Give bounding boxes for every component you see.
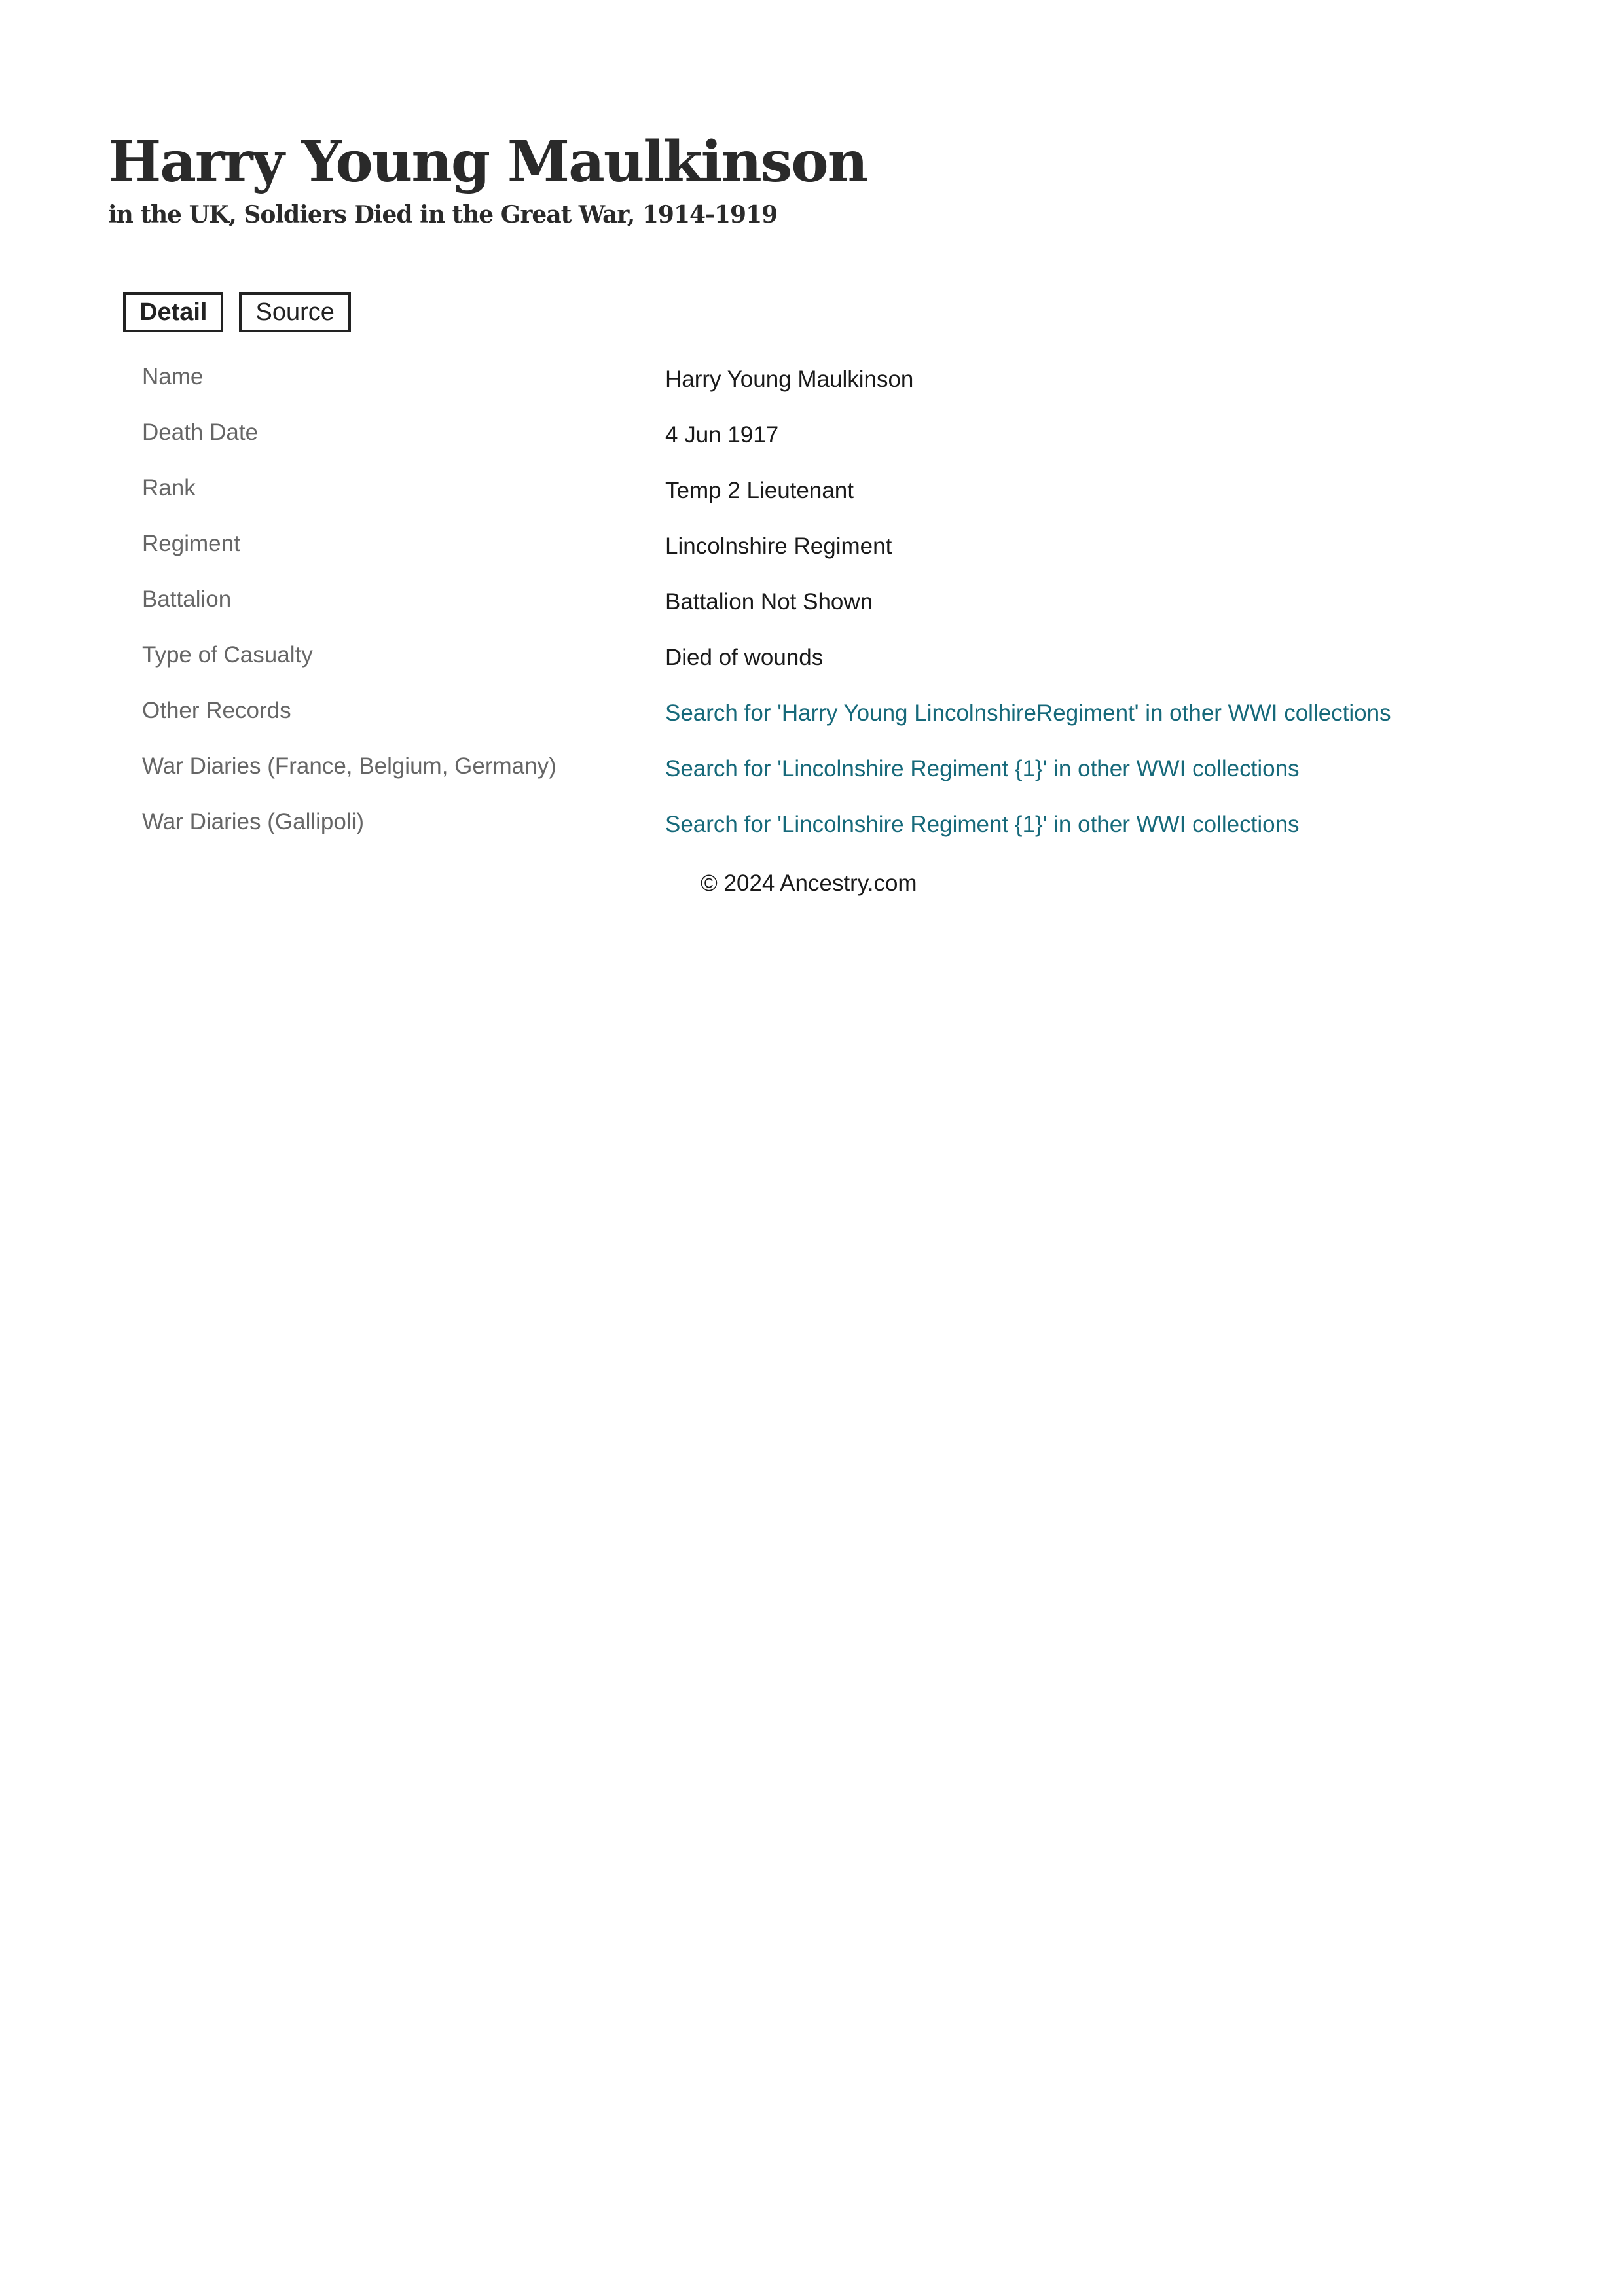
detail-row-death-date: [0, 413, 1623, 469]
row-label: War Diaries (Gallipoli): [142, 809, 365, 834]
detail-row-rank: [0, 469, 1623, 524]
collection-subtitle: in the UK, Soldiers Died in the Great War, 1914-1919: [108, 201, 778, 228]
detail-row-casualty-type: [0, 636, 1623, 691]
search-other-records-link[interactable]: Search for 'Harry Young LincolnshireRegiment' in other WWI collections: [665, 700, 1391, 726]
row-label: Name: [142, 364, 204, 389]
tab-detail[interactable]: Detail: [123, 292, 223, 332]
detail-row-war-diaries-france: [0, 747, 1623, 802]
row-value: Temp 2 Lieutenant: [665, 478, 854, 503]
record-header: [108, 129, 867, 228]
row-label: War Diaries (France, Belgium, Germany): [142, 753, 556, 779]
detail-row-other-records: [0, 691, 1623, 747]
tab-source[interactable]: Source: [239, 292, 350, 332]
row-label: Other Records: [142, 698, 291, 723]
search-war-diaries-france-link[interactable]: Search for 'Lincolnshire Regiment {1}' in other WWI collections: [665, 756, 1300, 781]
row-value: Died of wounds: [665, 645, 824, 670]
page-title: Harry Young Maulkinson: [108, 129, 867, 195]
row-label: Rank: [142, 475, 196, 501]
record-details-table: [0, 357, 1623, 858]
row-label: Regiment: [142, 531, 240, 556]
detail-row-war-diaries-gallipoli: [0, 802, 1623, 858]
row-label: Death Date: [142, 420, 259, 445]
record-tabs: [123, 292, 351, 332]
detail-row-regiment: [0, 524, 1623, 580]
row-value: Battalion Not Shown: [665, 589, 873, 615]
row-value: Lincolnshire Regiment: [665, 533, 892, 559]
row-label: Battalion: [142, 586, 232, 612]
search-war-diaries-gallipoli-link[interactable]: Search for 'Lincolnshire Regiment {1}' in other WWI collections: [665, 812, 1300, 837]
row-value: Harry Young Maulkinson: [665, 367, 914, 392]
row-value: 4 Jun 1917: [665, 422, 779, 448]
detail-row-name: [0, 357, 1623, 413]
detail-row-battalion: [0, 580, 1623, 636]
row-label: Type of Casualty: [142, 642, 313, 668]
copyright-footer: © 2024 Ancestry.com: [701, 870, 917, 896]
